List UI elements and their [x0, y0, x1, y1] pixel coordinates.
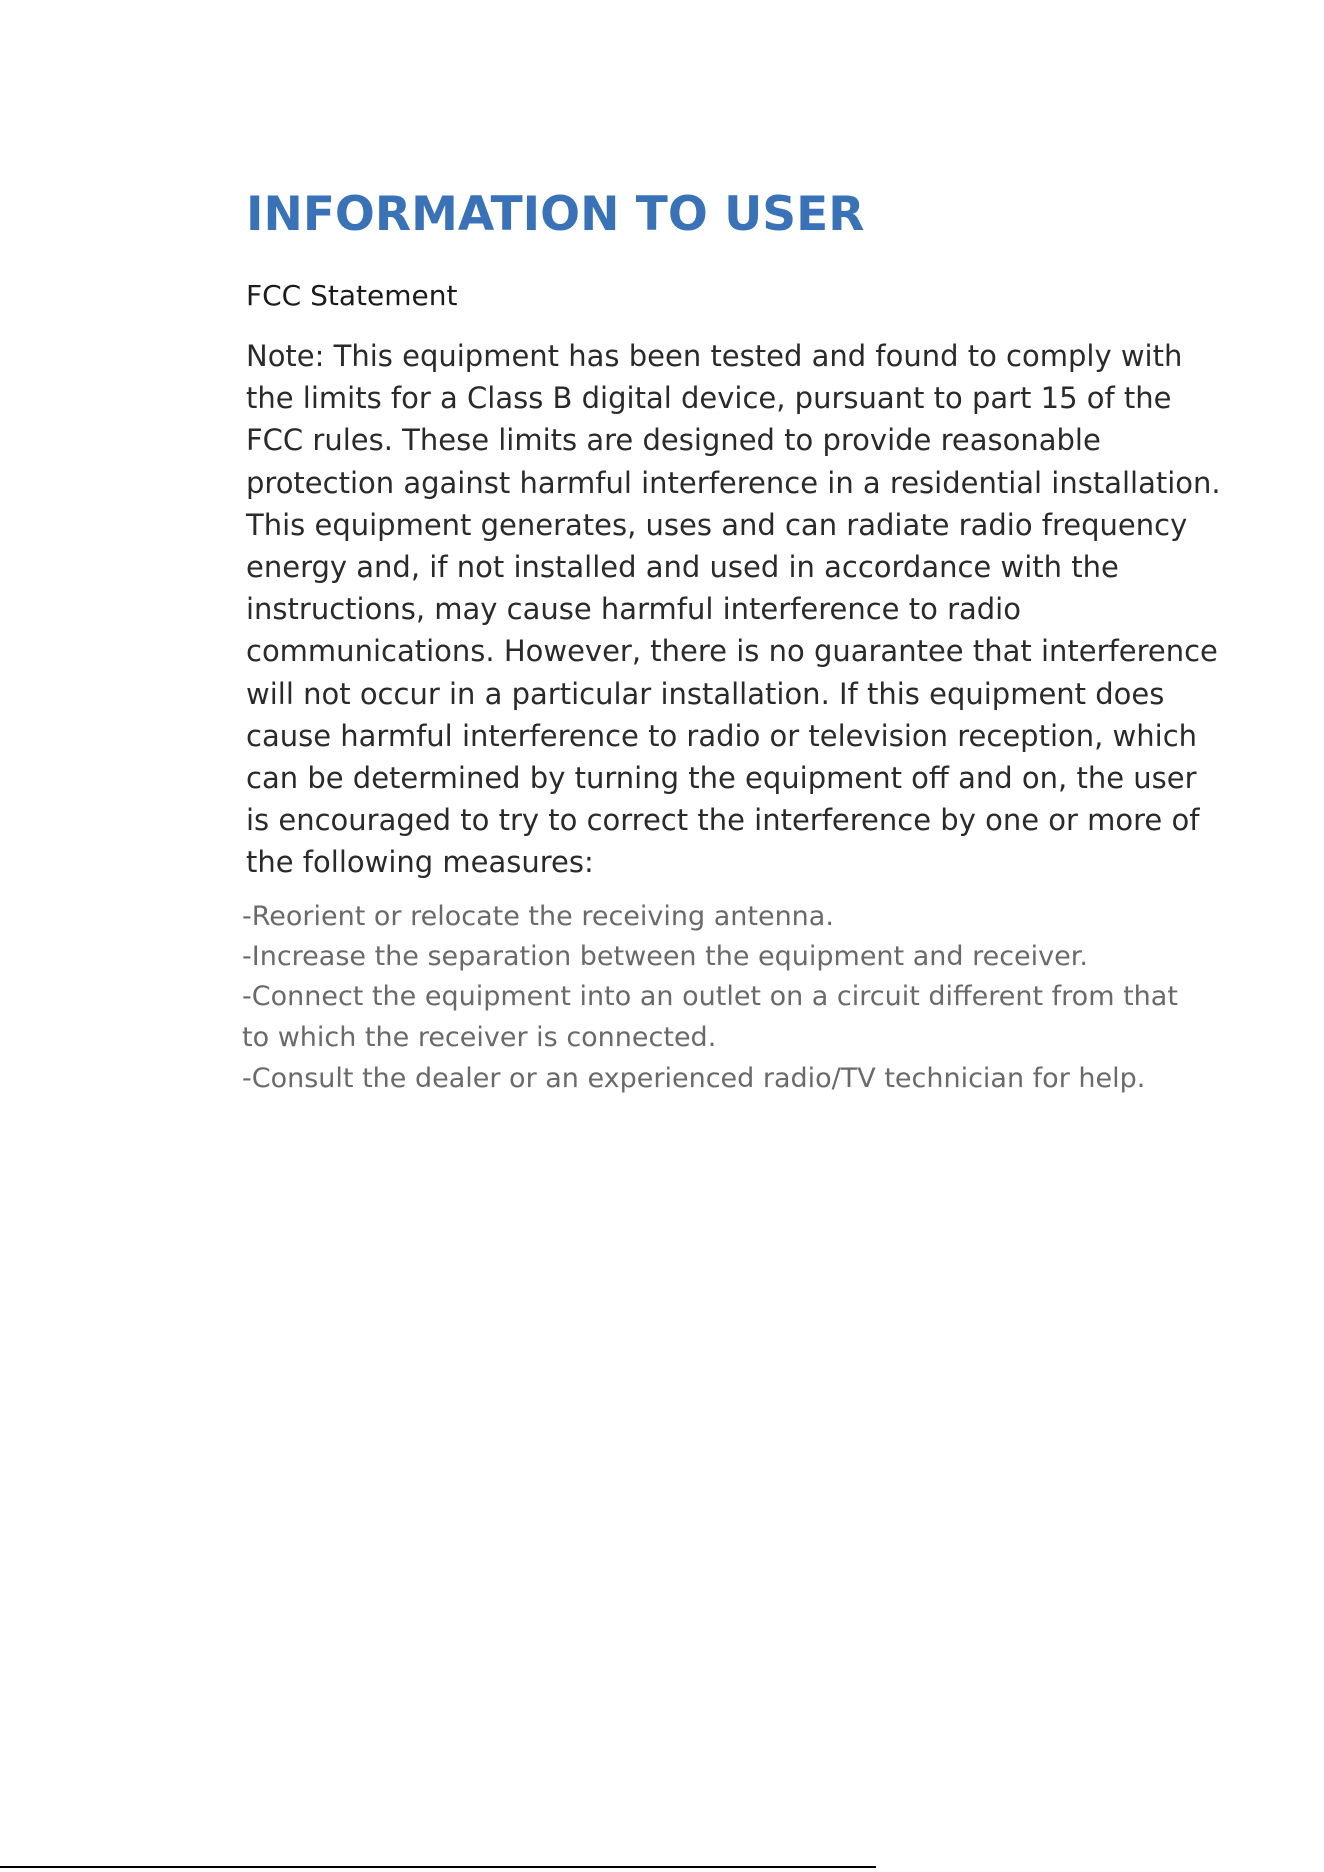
- note-line: instructions, may cause harmful interference to radio: [246, 592, 1021, 627]
- note-line: will not occur in a particular installation. If this equipment does: [246, 676, 1165, 711]
- note-line: Note: This equipment has been tested and found to comply with: [246, 339, 1183, 373]
- measure-item: -Reorient or relocate the receiving antenna.: [242, 901, 834, 932]
- note-line: energy and, if not installed and used in accordance with the: [246, 550, 1119, 585]
- note-line: communications. However, there is no guarantee that interference: [246, 634, 1218, 669]
- measure-item: -Connect the equipment into an outlet on a circuit different from that: [242, 981, 1178, 1012]
- note-line: is encouraged to try to correct the interference by one or more of: [246, 803, 1200, 838]
- measure-item-continuation: to which the receiver is connected.: [242, 1022, 717, 1053]
- measure-item: -Increase the separation between the equipment and receiver.: [242, 941, 1088, 972]
- page-title: INFORMATION TO USER: [246, 187, 865, 242]
- note-line: This equipment generates, uses and can radiate radio frequency: [246, 507, 1188, 542]
- footer-divider: [0, 1866, 876, 1868]
- note-line: the following measures:: [246, 845, 594, 880]
- note-line: can be determined by turning the equipment off and on, the user: [246, 761, 1197, 796]
- section-heading: FCC Statement: [246, 279, 458, 312]
- note-line: cause harmful interference to radio or television reception, which: [246, 718, 1198, 753]
- fcc-note-paragraph: [246, 335, 1221, 884]
- note-line: protection against harmful interference in a residential installation.: [246, 465, 1221, 500]
- measure-item: -Consult the dealer or an experienced radio/TV technician for help.: [242, 1063, 1146, 1094]
- note-line: the limits for a Class B digital device, pursuant to part 15 of the: [246, 381, 1172, 416]
- note-line: FCC rules. These limits are designed to provide reasonable: [246, 423, 1101, 458]
- measures-list: [242, 896, 1178, 1099]
